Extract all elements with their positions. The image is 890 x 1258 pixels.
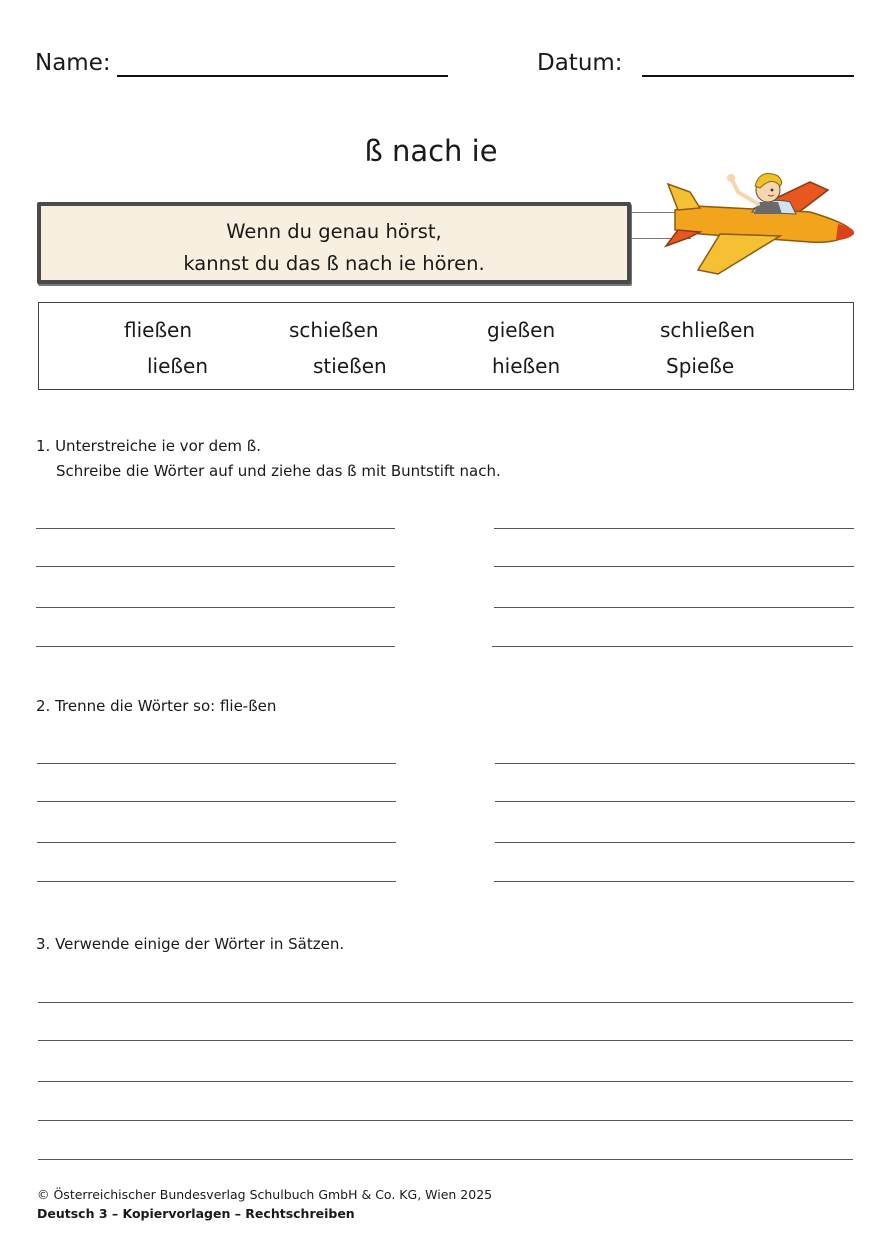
- word-item: hießen: [492, 354, 561, 378]
- writing-line[interactable]: [38, 1002, 853, 1003]
- word-item: schießen: [289, 318, 379, 342]
- name-line[interactable]: [117, 75, 448, 77]
- page-title: ß nach ie: [364, 134, 498, 168]
- writing-line[interactable]: [495, 842, 855, 843]
- word-item: gießen: [487, 318, 556, 342]
- name-label: Name:: [35, 50, 111, 76]
- writing-line[interactable]: [38, 1159, 853, 1160]
- writing-line[interactable]: [36, 607, 395, 608]
- writing-line[interactable]: [494, 566, 854, 567]
- date-label: Datum:: [537, 50, 623, 76]
- word-item: fließen: [124, 318, 193, 342]
- footer-copyright: © Österreichischer Bundesverlag Schulbuch GmbH & Co. KG, Wien 2025: [37, 1187, 493, 1202]
- writing-line[interactable]: [494, 607, 854, 608]
- writing-line[interactable]: [37, 881, 396, 882]
- writing-line[interactable]: [36, 528, 395, 529]
- banner-line-2: kannst du das ß nach ie hören.: [183, 252, 485, 275]
- banner-line-1: Wenn du genau hörst,: [226, 220, 442, 243]
- banner: [37, 202, 631, 284]
- writing-line[interactable]: [495, 801, 855, 802]
- task-1-instruction-2: Schreibe die Wörter auf und ziehe das ß mit Buntstift nach.: [56, 462, 501, 480]
- writing-line[interactable]: [37, 801, 396, 802]
- writing-line[interactable]: [495, 763, 855, 764]
- writing-line[interactable]: [38, 1081, 853, 1082]
- task-1-instruction: 1. Unterstreiche ie vor dem ß.: [36, 437, 262, 455]
- airplane-with-child-icon: [660, 162, 860, 277]
- date-line[interactable]: [642, 75, 854, 77]
- writing-line[interactable]: [38, 1120, 853, 1121]
- writing-line[interactable]: [492, 646, 853, 647]
- writing-line[interactable]: [494, 881, 854, 882]
- word-item: ließen: [147, 354, 208, 378]
- task-2-instruction: 2. Trenne die Wörter so: flie-ßen: [36, 697, 277, 715]
- writing-line[interactable]: [36, 646, 395, 647]
- word-item: schließen: [660, 318, 756, 342]
- word-item: stießen: [313, 354, 387, 378]
- writing-line[interactable]: [36, 566, 395, 567]
- word-box: [38, 302, 854, 390]
- writing-line[interactable]: [37, 842, 396, 843]
- footer-series: Deutsch 3 – Kopiervorlagen – Rechtschreiben: [37, 1206, 355, 1221]
- writing-line[interactable]: [38, 1040, 853, 1041]
- word-item: Spieße: [666, 354, 735, 378]
- writing-line[interactable]: [494, 528, 854, 529]
- task-3-instruction: 3. Verwende einige der Wörter in Sätzen.: [36, 935, 345, 953]
- writing-line[interactable]: [37, 763, 396, 764]
